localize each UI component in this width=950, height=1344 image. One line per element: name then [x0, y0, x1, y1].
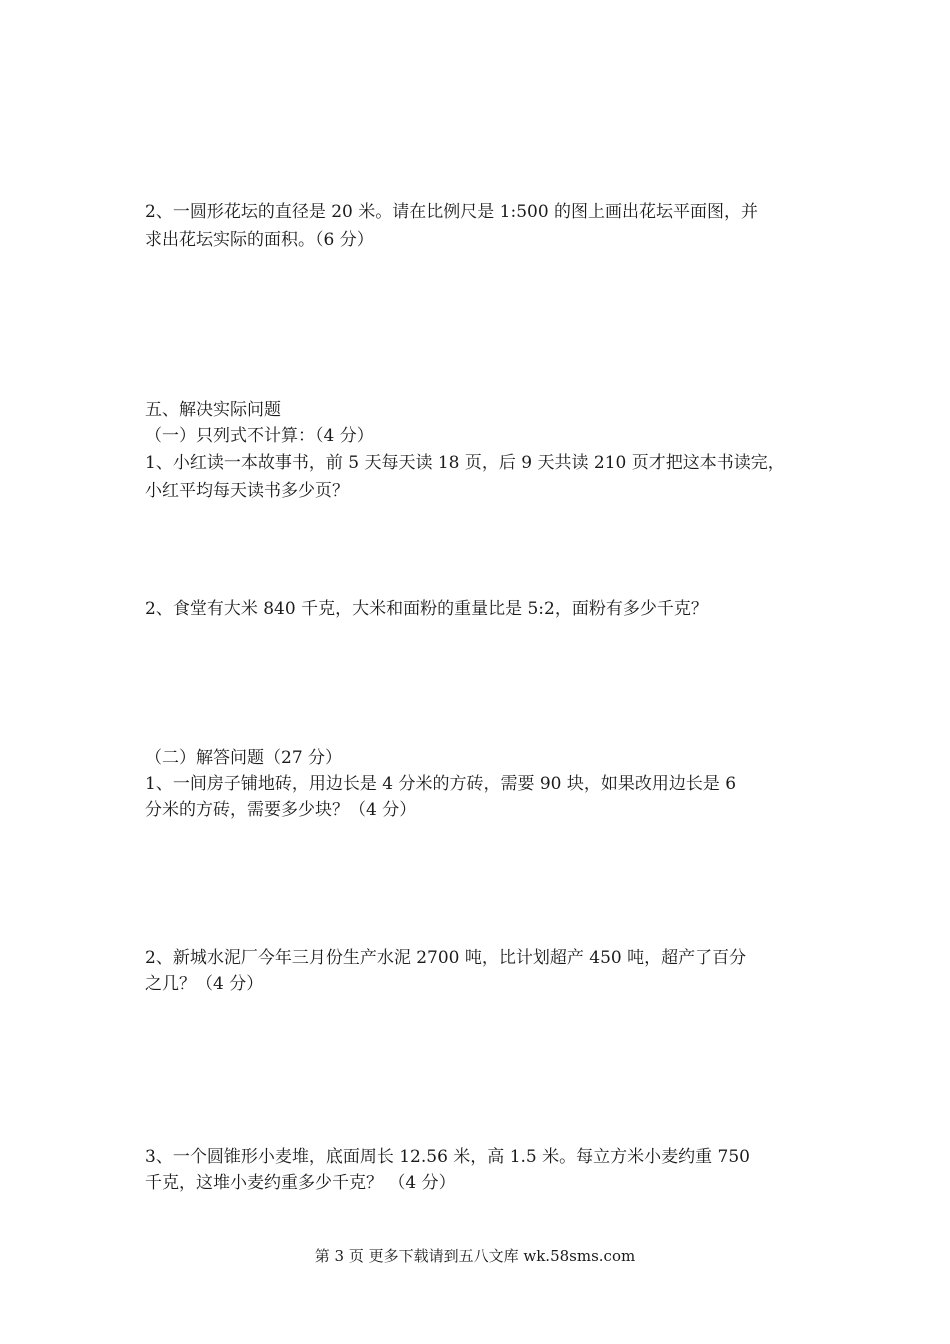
part-two-title: （二）解答问题（27 分） [145, 748, 343, 768]
section-five-title: 五、解决实际问题 [145, 400, 281, 420]
part-one-question-2-line-1: 2、食堂有大米 840 千克，大米和面粉的重量比是 5:2，面粉有多少千克？ [145, 599, 708, 619]
part-two-question-1-line-1: 1、一间房子铺地砖，用边长是 4 分米的方砖，需要 90 块，如果改用边长是 6 [145, 774, 737, 794]
part-one-title: （一）只列式不计算：（4 分） [145, 426, 374, 446]
page-footer: 第 3 页 更多下载请到五八文库 wk.58sms.com [314, 1247, 636, 1265]
question-circle-line-2: 求出花坛实际的面积。（6 分） [145, 230, 374, 250]
part-two-question-1-line-2: 分米的方砖，需要多少块？（4 分） [145, 800, 417, 820]
part-two-question-3-line-1: 3、一个圆锥形小麦堆，底面周长 12.56 米，高 1.5 米。每立方米小麦约重 750 [145, 1147, 750, 1167]
part-one-question-1-line-2: 小红平均每天读书多少页？ [145, 481, 349, 501]
part-two-question-2-line-1: 2、新城水泥厂今年三月份生产水泥 2700 吨，比计划超产 450 吨，超产了百分 [145, 948, 747, 968]
part-two-question-3-line-2: 千克，这堆小麦约重多少千克？ （4 分） [145, 1173, 456, 1193]
part-two-question-2-line-2: 之几？（4 分） [145, 974, 264, 994]
part-one-question-1-line-1: 1、小红读一本故事书，前 5 天每天读 18 页，后 9 天共读 210 页才把这本书读完， [145, 453, 785, 473]
question-circle-line-1: 2、一圆形花坛的直径是 20 米。请在比例尺是 1:500 的图上画出花坛平面图，并 [145, 202, 759, 222]
